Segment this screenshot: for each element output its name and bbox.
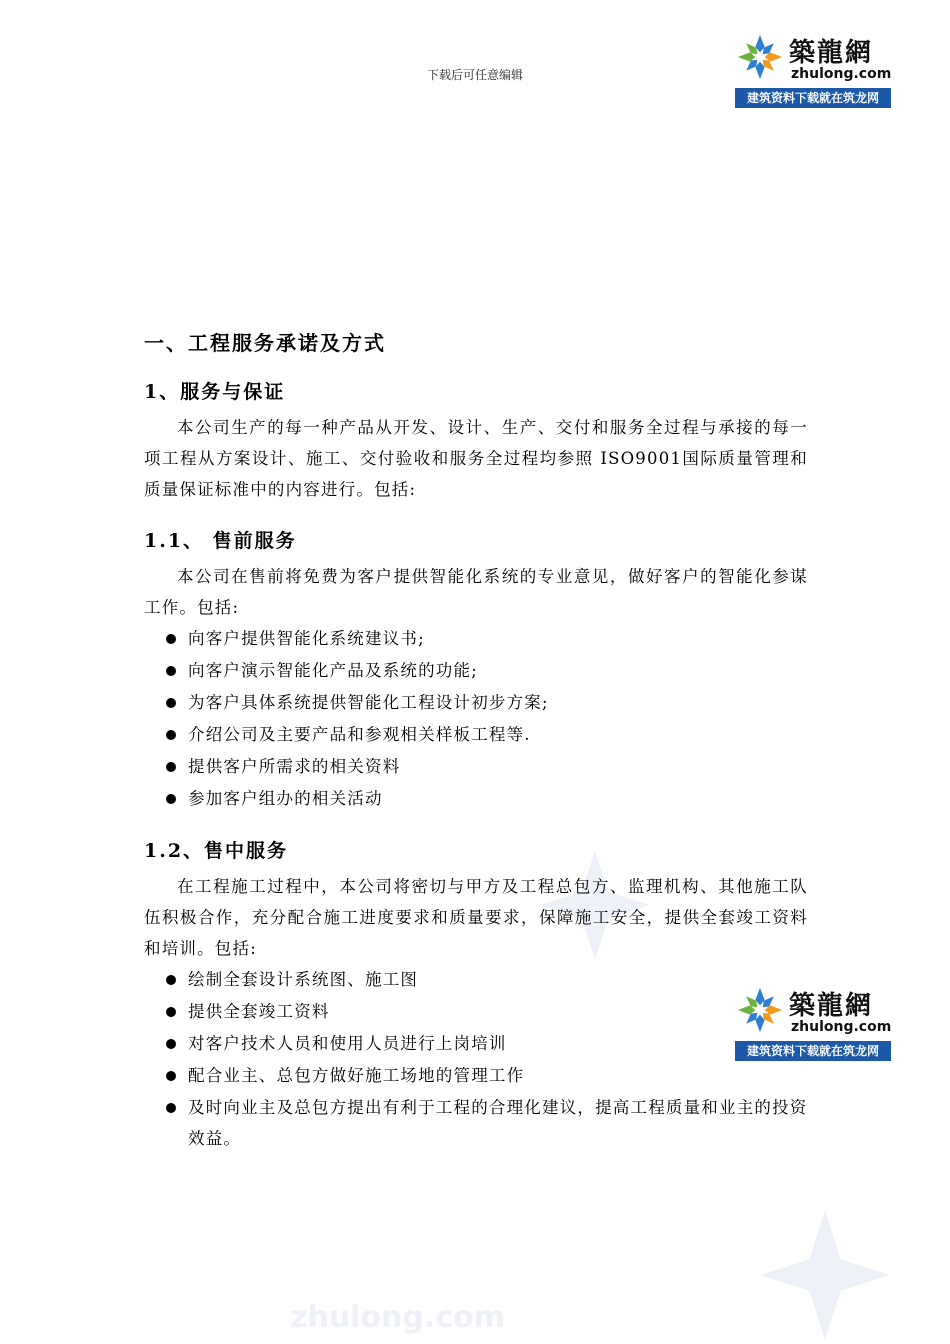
logo-name-en: zhulong.com bbox=[791, 1019, 892, 1035]
bullet-icon bbox=[166, 794, 176, 804]
bullet-icon bbox=[166, 1007, 176, 1017]
subsection-title-insale: 1.2、售中服务 bbox=[144, 840, 289, 862]
logo-slogan: 建筑资料下载就在筑龙网 bbox=[735, 88, 891, 108]
list-item-text: 及时向业主及总包方提出有利于工程的合理化建议，提高工程质量和业主的投资效益。 bbox=[188, 1098, 808, 1148]
list-item bbox=[188, 1092, 808, 1154]
bullet-icon bbox=[166, 1071, 176, 1081]
list-item-text: 介绍公司及主要产品和参观相关样板工程等. bbox=[188, 725, 531, 744]
zhulong-logo bbox=[735, 32, 891, 108]
list-item-text: 配合业主、总包方做好施工场地的管理工作 bbox=[188, 1066, 525, 1085]
watermark-mark-icon bbox=[760, 1210, 890, 1340]
bullet-icon bbox=[166, 1103, 176, 1113]
list-item bbox=[188, 1060, 808, 1092]
zhulong-logo-mark-icon bbox=[737, 34, 783, 80]
list-item-text: 绘制全套设计系统图、施工图 bbox=[188, 970, 419, 989]
list-item bbox=[188, 719, 808, 751]
bullet-icon bbox=[166, 666, 176, 676]
list-item-text: 向客户演示智能化产品及系统的功能; bbox=[188, 661, 478, 680]
paragraph-service: 本公司生产的每一种产品从开发、设计、生产、交付和服务全过程与承接的每一项工程从方案设计、施工、交付验收和服务全过程均参照 ISO9001国际质量管理和质量保证标准中的内容进行。包括: bbox=[144, 418, 808, 499]
bullet-icon bbox=[166, 762, 176, 772]
list-item bbox=[188, 783, 808, 815]
paragraph-presale: 本公司在售前将免费为客户提供智能化系统的专业意见，做好客户的智能化参谋工作。包括: bbox=[144, 567, 808, 617]
paragraph-insale: 在工程施工过程中，本公司将密切与甲方及工程总包方、监理机构、其他施工队伍积极合作，充分配合施工进度要求和质量要求，保障施工安全，提供全套竣工资料和培训。包括: bbox=[144, 877, 808, 958]
section-title: 一、工程服务承诺及方式 bbox=[144, 331, 386, 355]
subsection-title-service: 1、服务与保证 bbox=[144, 381, 286, 403]
list-item bbox=[188, 751, 808, 783]
list-item bbox=[188, 996, 808, 1028]
insale-list bbox=[144, 964, 808, 1154]
watermark-text: zhulong.com bbox=[290, 1300, 505, 1335]
list-item-text: 向客户提供智能化系统建议书; bbox=[188, 629, 425, 648]
header-note: 下载后可任意编辑 bbox=[426, 68, 523, 82]
bullet-icon bbox=[166, 698, 176, 708]
logo-slogan: 建筑资料下载就在筑龙网 bbox=[735, 1041, 891, 1061]
list-item-text: 为客户具体系统提供智能化工程设计初步方案; bbox=[188, 693, 549, 712]
list-item bbox=[188, 623, 808, 655]
logo-name-cn: 築龍網 bbox=[789, 38, 874, 68]
bullet-icon bbox=[166, 730, 176, 740]
list-item-text: 提供全套竣工资料 bbox=[188, 1002, 330, 1021]
bullet-icon bbox=[166, 975, 176, 985]
presale-list bbox=[144, 623, 808, 815]
logo-name-en: zhulong.com bbox=[791, 66, 892, 82]
list-item bbox=[188, 687, 808, 719]
document-body bbox=[144, 322, 808, 1154]
list-item-text: 提供客户所需求的相关资料 bbox=[188, 757, 401, 776]
bullet-icon bbox=[166, 634, 176, 644]
list-item bbox=[188, 655, 808, 687]
list-item-text: 参加客户组办的相关活动 bbox=[188, 789, 383, 808]
list-item bbox=[188, 964, 808, 996]
list-item-text: 对客户技术人员和使用人员进行上岗培训 bbox=[188, 1034, 507, 1053]
subsection-title-presale: 1.1、 售前服务 bbox=[144, 530, 297, 552]
logo-name-cn: 築龍網 bbox=[789, 991, 874, 1021]
list-item bbox=[188, 1028, 808, 1060]
bullet-icon bbox=[166, 1039, 176, 1049]
